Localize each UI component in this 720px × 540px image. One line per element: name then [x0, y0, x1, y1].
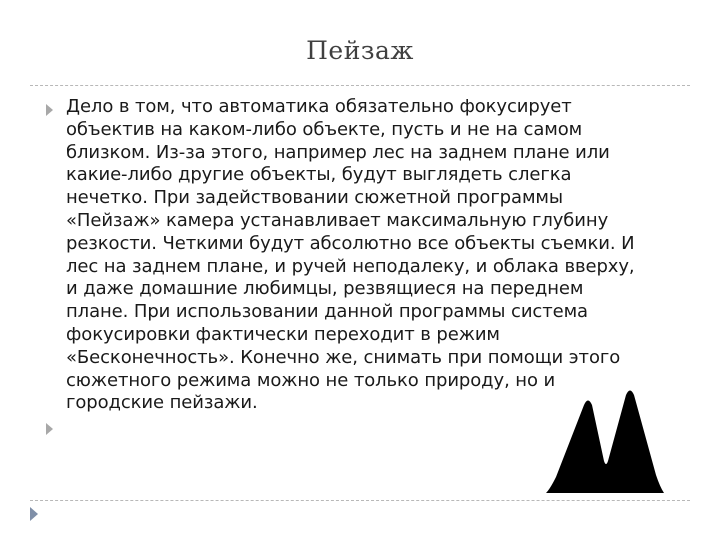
- slide-title: Пейзаж: [306, 36, 414, 65]
- corner-arrow-icon: [30, 507, 38, 521]
- mountain-icon: [540, 385, 670, 500]
- title-divider: [30, 85, 690, 86]
- bullet-arrow-icon: [46, 423, 53, 435]
- bullet-item: [30, 96, 690, 415]
- bullet-text: Дело в том, что автоматика обязательно фокусирует объектив на каком-либо объекте, пусть и не на самом близком. Из-за этого, например лес на заднем плане или какие-либо другие объекты, будут выглядеть слегка нечетко. При задействовании сюжетной программы «Пейзаж» камера устанавливает максимальную глубину резкости. Четкими будут абсолютно все объекты съемки. И лес на заднем плане, и ручей неподалеку, и облака вверху, и даже домашние любимцы, резвящиеся на переднем плане. При использовании данной программы система фокусировки фактически переходит в режим «Бесконечность». Конечно же, снимать при помощи этого сюжетного режима можно не только природу, но и городские пейзажи.: [66, 96, 635, 414]
- footer-divider: [30, 500, 690, 501]
- bullet-arrow-icon: [46, 104, 53, 116]
